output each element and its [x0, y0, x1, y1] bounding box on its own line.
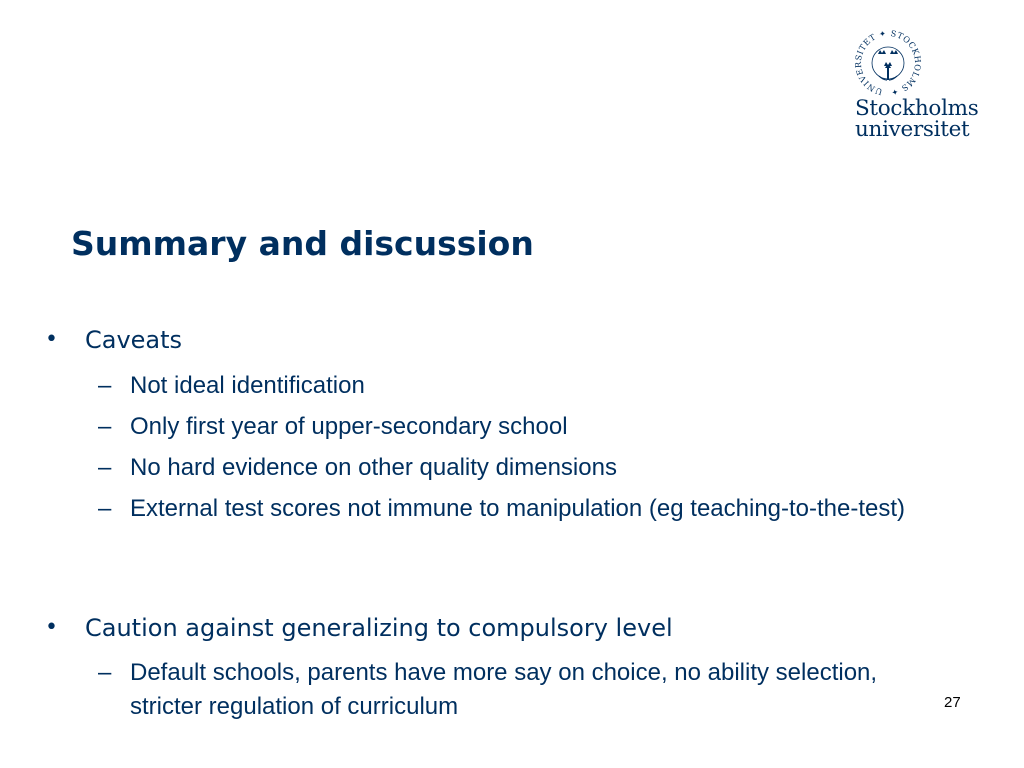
sub-item-text: Not ideal identification [130, 372, 365, 399]
sub-item-text: External test scores not immune to manipulation (eg teaching-to-the-test) [130, 495, 906, 522]
dash-marker: – [98, 454, 112, 481]
dash-marker: – [98, 413, 112, 440]
crowned-seal-icon [852, 30, 924, 96]
bullet-marker: • [45, 615, 58, 640]
logo-line-2: universitet [855, 117, 970, 142]
logo-wordmark [855, 98, 978, 140]
sub-item-text: No hard evidence on other quality dimensions [130, 454, 617, 481]
page-number: 27 [944, 694, 961, 711]
logo-line-1: Stockholms [855, 96, 979, 121]
slide-title: Summary and discussion [71, 224, 534, 263]
sub-item-text: Only first year of upper-secondary school [130, 413, 568, 440]
dash-marker: – [98, 495, 112, 522]
bullet-label: Caution against generalizing to compulsory level [85, 614, 673, 642]
university-logo [852, 30, 992, 145]
svg-text:UNIVERSITET ✦ STOCKHOLMS ✦: UNIVERSITET ✦ STOCKHOLMS ✦ [852, 30, 924, 96]
bullet-label: Caveats [85, 326, 183, 354]
sub-item-text: Default schools, parents have more say on choice, no ability selection, stricter regulation of curriculum [130, 659, 878, 720]
dash-marker: – [98, 372, 112, 399]
dash-marker: – [98, 659, 112, 686]
bullet-marker: • [45, 327, 58, 352]
